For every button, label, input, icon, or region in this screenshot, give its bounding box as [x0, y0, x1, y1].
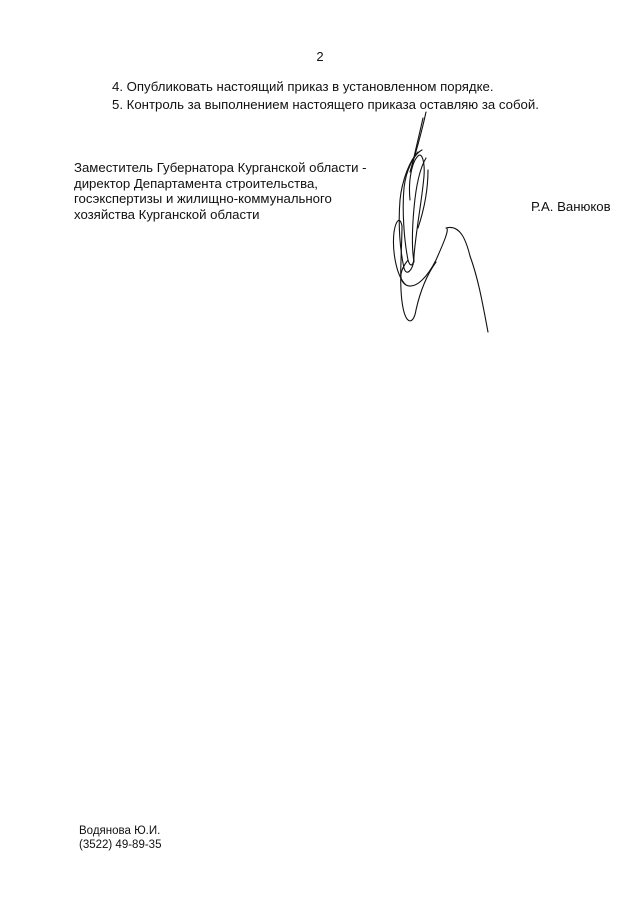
- executor-phone: (3522) 49-89-35: [79, 839, 162, 851]
- position-line: госэкспертизы и жилищно-коммунального: [74, 191, 332, 206]
- handwritten-signature-icon: [370, 100, 500, 340]
- position-line: директор Департамента строительства,: [74, 175, 318, 191]
- position-line: хозяйства Курганской области: [74, 206, 260, 222]
- position-line: Заместитель Губернатора Курганской области -: [74, 160, 367, 175]
- signer-name: Р.А. Ванюков: [531, 199, 611, 214]
- order-item-5: 5. Контроль за выполнением настоящего приказа оставляю за собой.: [112, 97, 539, 112]
- executor-info: [79, 824, 161, 852]
- executor-name: Водянова Ю.И.: [79, 825, 161, 837]
- page-number: 2: [316, 49, 324, 64]
- signatory-position: [74, 160, 367, 222]
- order-item-4: 4. Опубликовать настоящий приказ в установленном порядке.: [112, 79, 494, 94]
